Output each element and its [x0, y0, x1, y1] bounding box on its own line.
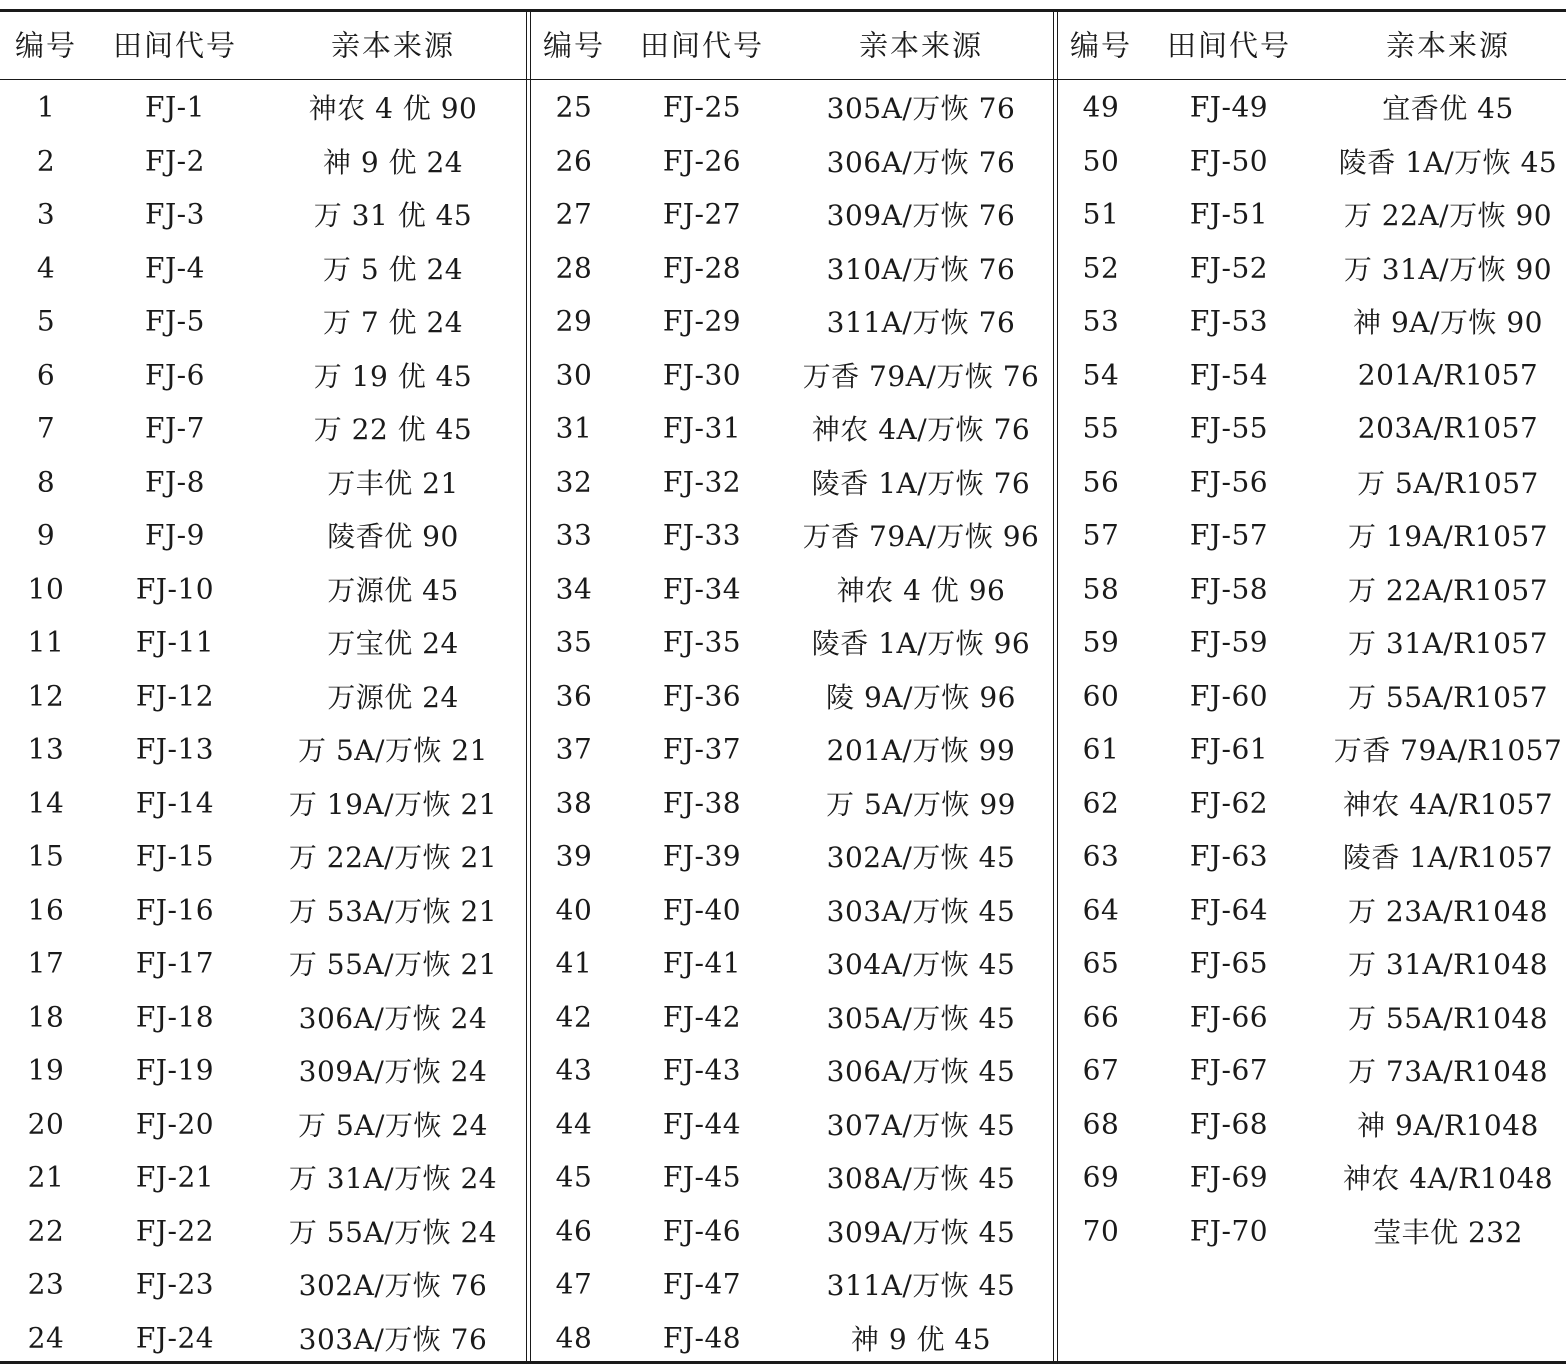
table-cell-field-code: FJ-54: [1189, 358, 1269, 391]
table-cell-entry-number: 11: [27, 625, 65, 659]
table-cell-field-code: FJ-68: [1189, 1107, 1269, 1140]
table-cell-field-code: FJ-26: [662, 144, 742, 177]
table-cell-field-code: FJ-64: [1189, 893, 1269, 926]
column-header: 田间代号: [1166, 28, 1292, 63]
table-cell-field-code: FJ-23: [135, 1267, 215, 1301]
table-cell-entry-number: 5: [36, 304, 56, 338]
table-cell-field-code: FJ-51: [1189, 197, 1269, 231]
table-cell-entry-number: 20: [27, 1107, 65, 1140]
table-cell-parent-source: 万 7 优 24: [322, 306, 464, 339]
panel-divider-1a: [526, 10, 527, 1362]
table-cell-parent-source: 万 31A/R1057: [1347, 627, 1549, 660]
table-cell-field-code: FJ-55: [1189, 411, 1269, 445]
table-cell-parent-source: 309A/万恢 24: [298, 1055, 488, 1088]
table-cell-entry-number: 28: [555, 251, 593, 284]
table-cell-entry-number: 21: [27, 1160, 65, 1194]
table-cell-entry-number: 18: [27, 1000, 65, 1033]
table-cell-field-code: FJ-12: [135, 679, 215, 712]
table-cell-field-code: FJ-42: [662, 1000, 742, 1033]
table-cell-field-code: FJ-19: [135, 1053, 215, 1087]
table-cell-entry-number: 68: [1082, 1107, 1120, 1140]
bottom-rule: [0, 1361, 1566, 1364]
table-cell-entry-number: 32: [555, 465, 593, 498]
table-cell-parent-source: 303A/万恢 45: [826, 894, 1016, 928]
table-cell-field-code: FJ-7: [145, 411, 205, 445]
table-cell-parent-source: 万 55A/R1057: [1347, 680, 1549, 714]
table-cell-field-code: FJ-30: [662, 358, 742, 391]
table-cell-entry-number: 26: [555, 144, 593, 177]
table-cell-entry-number: 22: [27, 1214, 65, 1247]
table-cell-field-code: FJ-28: [662, 251, 742, 284]
table-cell-parent-source: 万 31 优 45: [313, 199, 473, 232]
table-cell-parent-source: 万 22 优 45: [313, 413, 473, 446]
table-cell-entry-number: 61: [1082, 732, 1120, 766]
table-cell-entry-number: 33: [555, 518, 593, 552]
table-cell-field-code: FJ-14: [135, 786, 215, 819]
table-cell-field-code: FJ-46: [662, 1214, 742, 1247]
table-cell-field-code: FJ-1: [145, 90, 205, 124]
table-cell-parent-source: 万 19 优 45: [313, 359, 473, 393]
table-cell-parent-source: 神农 4 优 90: [308, 92, 478, 125]
table-cell-field-code: FJ-40: [662, 893, 742, 926]
table-cell-parent-source: 310A/万恢 76: [826, 252, 1016, 286]
table-cell-field-code: FJ-69: [1189, 1160, 1269, 1194]
table-cell-parent-source: 神 9A/R1048: [1357, 1108, 1539, 1142]
table-cell-field-code: FJ-70: [1189, 1214, 1269, 1247]
table-cell-entry-number: 29: [555, 304, 593, 338]
column-header: 亲本来源: [858, 28, 984, 63]
table-cell-parent-source: 陵香 1A/万恢 45: [1338, 145, 1558, 179]
table-cell-parent-source: 311A/万恢 45: [826, 1269, 1016, 1302]
table-cell-entry-number: 45: [555, 1160, 593, 1194]
table-cell-parent-source: 陵香 1A/万恢 96: [811, 627, 1031, 660]
table-cell-field-code: FJ-3: [145, 197, 205, 231]
table-cell-parent-source: 万香 79A/万恢 96: [802, 520, 1040, 553]
table-cell-entry-number: 54: [1082, 358, 1120, 391]
table-cell-parent-source: 万香 79A/R1057: [1333, 734, 1563, 767]
table-cell-field-code: FJ-5: [145, 304, 205, 338]
table-cell-entry-number: 23: [27, 1267, 65, 1301]
table-cell-field-code: FJ-18: [135, 1000, 215, 1033]
table-cell-parent-source: 万 19A/R1057: [1347, 520, 1549, 553]
table-cell-parent-source: 309A/万恢 76: [826, 199, 1016, 232]
table-cell-entry-number: 24: [27, 1321, 65, 1354]
table-cell-field-code: FJ-36: [662, 679, 742, 712]
table-cell-parent-source: 302A/万恢 45: [826, 841, 1016, 874]
table-cell-parent-source: 304A/万恢 45: [826, 948, 1016, 981]
table-cell-parent-source: 305A/万恢 45: [826, 1001, 1016, 1035]
table-cell-field-code: FJ-9: [145, 518, 205, 552]
column-header: 亲本来源: [1385, 28, 1511, 63]
table-cell-parent-source: 万 22A/万恢 90: [1343, 199, 1553, 232]
table-cell-field-code: FJ-24: [135, 1321, 215, 1354]
table-cell-field-code: FJ-32: [662, 465, 742, 498]
table-cell-entry-number: 69: [1082, 1160, 1120, 1194]
table-cell-entry-number: 67: [1082, 1053, 1120, 1087]
table-cell-parent-source: 陵香 1A/R1057: [1342, 841, 1554, 874]
table-cell-field-code: FJ-35: [662, 625, 742, 659]
table-cell-field-code: FJ-15: [135, 839, 215, 873]
table-cell-parent-source: 万源优 24: [327, 680, 459, 714]
table-cell-field-code: FJ-47: [662, 1267, 742, 1301]
table-cell-field-code: FJ-16: [135, 893, 215, 926]
table-cell-field-code: FJ-52: [1189, 251, 1269, 284]
table-cell-parent-source: 万 23A/R1048: [1347, 894, 1549, 928]
table-cell-parent-source: 万香 79A/万恢 76: [802, 359, 1040, 393]
table-cell-entry-number: 40: [555, 893, 593, 926]
table-cell-field-code: FJ-48: [662, 1321, 742, 1354]
table-cell-parent-source: 万 5A/万恢 99: [826, 787, 1016, 821]
column-header: 编号: [14, 28, 78, 63]
table-cell-parent-source: 万宝优 24: [327, 627, 459, 660]
table-cell-entry-number: 51: [1082, 197, 1120, 231]
table-cell-field-code: FJ-37: [662, 732, 742, 766]
table-cell-field-code: FJ-4: [145, 251, 205, 284]
column-header: 编号: [542, 28, 606, 63]
table-cell-entry-number: 13: [27, 732, 65, 766]
table-cell-parent-source: 陵香 1A/万恢 76: [811, 466, 1031, 500]
table-cell-field-code: FJ-6: [145, 358, 205, 391]
table-cell-parent-source: 神 9 优 24: [322, 145, 464, 179]
table-cell-entry-number: 31: [555, 411, 593, 445]
table-cell-entry-number: 55: [1082, 411, 1120, 445]
table-cell-entry-number: 25: [555, 90, 593, 124]
table-cell-field-code: FJ-45: [662, 1160, 742, 1194]
table-cell-field-code: FJ-43: [662, 1053, 742, 1087]
table-cell-entry-number: 10: [27, 572, 65, 605]
table-cell-field-code: FJ-61: [1189, 732, 1269, 766]
table-cell-entry-number: 12: [27, 679, 65, 712]
table-cell-parent-source: 万 5A/R1057: [1357, 466, 1539, 500]
table-cell-field-code: FJ-57: [1189, 518, 1269, 552]
table-cell-entry-number: 2: [36, 144, 56, 177]
table-cell-entry-number: 30: [555, 358, 593, 391]
table-cell-entry-number: 52: [1082, 251, 1120, 284]
table-cell-field-code: FJ-66: [1189, 1000, 1269, 1033]
table-cell-entry-number: 8: [36, 465, 56, 498]
table-cell-parent-source: 万 5A/万恢 24: [298, 1108, 488, 1142]
table-cell-entry-number: 50: [1082, 144, 1120, 177]
table-cell-field-code: FJ-33: [662, 518, 742, 552]
table-cell-entry-number: 1: [36, 90, 56, 124]
table-cell-field-code: FJ-60: [1189, 679, 1269, 712]
table-cell-entry-number: 16: [27, 893, 65, 926]
table-cell-parent-source: 万 22A/R1057: [1347, 573, 1549, 607]
table-cell-entry-number: 56: [1082, 465, 1120, 498]
table-cell-parent-source: 万 73A/R1048: [1347, 1055, 1549, 1088]
table-cell-parent-source: 303A/万恢 76: [298, 1322, 488, 1356]
column-header: 亲本来源: [330, 28, 456, 63]
table-cell-field-code: FJ-8: [145, 465, 205, 498]
table-cell-entry-number: 47: [555, 1267, 593, 1301]
table-cell-parent-source: 万 22A/万恢 21: [288, 841, 498, 874]
table-cell-entry-number: 49: [1082, 90, 1120, 124]
table-cell-field-code: FJ-29: [662, 304, 742, 338]
table-cell-field-code: FJ-22: [135, 1214, 215, 1247]
table-cell-entry-number: 64: [1082, 893, 1120, 926]
table-cell-parent-source: 万 31A/万恢 24: [288, 1162, 498, 1195]
table-cell-field-code: FJ-62: [1189, 786, 1269, 819]
header-rule: [0, 79, 1566, 80]
table-cell-field-code: FJ-59: [1189, 625, 1269, 659]
table-cell-entry-number: 38: [555, 786, 593, 819]
table-cell-field-code: FJ-50: [1189, 144, 1269, 177]
table-cell-entry-number: 7: [36, 411, 56, 445]
table-cell-entry-number: 59: [1082, 625, 1120, 659]
table-cell-parent-source: 神农 4A/R1057: [1342, 787, 1554, 821]
table-cell-entry-number: 15: [27, 839, 65, 873]
table-cell-entry-number: 34: [555, 572, 593, 605]
table-cell-entry-number: 9: [36, 518, 56, 552]
table-cell-parent-source: 万 5 优 24: [322, 252, 464, 286]
table-cell-field-code: FJ-39: [662, 839, 742, 873]
table-cell-entry-number: 66: [1082, 1000, 1120, 1033]
table-cell-parent-source: 神农 4A/万恢 76: [811, 413, 1031, 446]
panel-divider-2a: [1053, 10, 1054, 1362]
table-cell-entry-number: 46: [555, 1214, 593, 1247]
table-cell-field-code: FJ-58: [1189, 572, 1269, 605]
table-cell-parent-source: 308A/万恢 45: [826, 1162, 1016, 1195]
table-cell-parent-source: 万 31A/万恢 90: [1343, 252, 1553, 286]
table-cell-field-code: FJ-44: [662, 1107, 742, 1140]
table-cell-parent-source: 305A/万恢 76: [826, 92, 1016, 125]
table-cell-parent-source: 万 31A/R1048: [1347, 948, 1549, 981]
table-cell-entry-number: 27: [555, 197, 593, 231]
panel-divider-1b: [530, 10, 531, 1362]
table-cell-entry-number: 4: [36, 251, 56, 284]
table-cell-entry-number: 44: [555, 1107, 593, 1140]
table-cell-entry-number: 6: [36, 358, 56, 391]
column-header: 编号: [1069, 28, 1133, 63]
table-cell-parent-source: 201A/万恢 99: [826, 734, 1016, 767]
table-cell-field-code: FJ-41: [662, 946, 742, 980]
table-cell-field-code: FJ-53: [1189, 304, 1269, 338]
table-cell-entry-number: 48: [555, 1321, 593, 1354]
table-cell-entry-number: 19: [27, 1053, 65, 1087]
table-cell-entry-number: 14: [27, 786, 65, 819]
table-cell-parent-source: 306A/万恢 45: [826, 1055, 1016, 1088]
table-cell-field-code: FJ-10: [135, 572, 215, 605]
table-cell-entry-number: 35: [555, 625, 593, 659]
table-cell-field-code: FJ-56: [1189, 465, 1269, 498]
table-cell-parent-source: 309A/万恢 45: [826, 1215, 1016, 1249]
table-cell-field-code: FJ-27: [662, 197, 742, 231]
table-cell-field-code: FJ-17: [135, 946, 215, 980]
table-cell-field-code: FJ-38: [662, 786, 742, 819]
table-cell-parent-source: 神 9 优 45: [850, 1322, 992, 1356]
table-cell-parent-source: 万 55A/万恢 24: [288, 1215, 498, 1249]
table-cell-field-code: FJ-2: [145, 144, 205, 177]
table-cell-parent-source: 神 9A/万恢 90: [1353, 306, 1543, 339]
table-cell-parent-source: 神农 4A/R1048: [1342, 1162, 1554, 1195]
table-cell-entry-number: 58: [1082, 572, 1120, 605]
table-cell-field-code: FJ-25: [662, 90, 742, 124]
table-cell-entry-number: 17: [27, 946, 65, 980]
table-cell-parent-source: 311A/万恢 76: [826, 306, 1016, 339]
table-cell-field-code: FJ-31: [662, 411, 742, 445]
table-cell-field-code: FJ-67: [1189, 1053, 1269, 1087]
table-cell-parent-source: 陵 9A/万恢 96: [826, 680, 1016, 714]
table-cell-entry-number: 39: [555, 839, 593, 873]
table-cell-parent-source: 陵香优 90: [327, 520, 459, 553]
table-cell-entry-number: 41: [555, 946, 593, 980]
table-cell-field-code: FJ-63: [1189, 839, 1269, 873]
table-cell-field-code: FJ-49: [1189, 90, 1269, 124]
table-cell-entry-number: 60: [1082, 679, 1120, 712]
table-cell-field-code: FJ-20: [135, 1107, 215, 1140]
table-cell-parent-source: 万 53A/万恢 21: [288, 894, 498, 928]
table-cell-field-code: FJ-21: [135, 1160, 215, 1194]
table-cell-entry-number: 63: [1082, 839, 1120, 873]
table-cell-parent-source: 万 19A/万恢 21: [288, 787, 498, 821]
top-rule: [0, 9, 1566, 12]
table-cell-parent-source: 203A/R1057: [1357, 411, 1539, 445]
table-cell-field-code: FJ-34: [662, 572, 742, 605]
table-cell-field-code: FJ-13: [135, 732, 215, 766]
column-header: 田间代号: [112, 28, 238, 63]
table-cell-entry-number: 43: [555, 1053, 593, 1087]
table-cell-parent-source: 306A/万恢 24: [298, 1001, 488, 1035]
table-cell-entry-number: 42: [555, 1000, 593, 1033]
table-cell-parent-source: 万 55A/万恢 21: [288, 948, 498, 981]
table-cell-entry-number: 57: [1082, 518, 1120, 552]
table-cell-entry-number: 65: [1082, 946, 1120, 980]
table-cell-parent-source: 201A/R1057: [1357, 358, 1539, 391]
table-cell-parent-source: 万丰优 21: [327, 466, 459, 500]
table-cell-parent-source: 306A/万恢 76: [826, 145, 1016, 179]
table-cell-entry-number: 70: [1082, 1214, 1120, 1247]
table-cell-parent-source: 宜香优 45: [1382, 92, 1514, 125]
table-cell-field-code: FJ-11: [135, 625, 215, 659]
table-cell-parent-source: 莹丰优 232: [1373, 1215, 1523, 1249]
table-cell-parent-source: 万源优 45: [327, 573, 459, 607]
table-cell-parent-source: 神农 4 优 96: [836, 573, 1006, 607]
table-cell-entry-number: 37: [555, 732, 593, 766]
table-cell-entry-number: 36: [555, 679, 593, 712]
table-cell-entry-number: 3: [36, 197, 56, 231]
table-cell-parent-source: 307A/万恢 45: [826, 1108, 1016, 1142]
table-cell-field-code: FJ-65: [1189, 946, 1269, 980]
table-cell-parent-source: 万 5A/万恢 21: [298, 734, 488, 767]
table-cell-parent-source: 万 55A/R1048: [1347, 1001, 1549, 1035]
table-cell-entry-number: 62: [1082, 786, 1120, 819]
panel-divider-2b: [1057, 10, 1058, 1362]
table-cell-entry-number: 53: [1082, 304, 1120, 338]
column-header: 田间代号: [639, 28, 765, 63]
table-cell-parent-source: 302A/万恢 76: [298, 1269, 488, 1302]
